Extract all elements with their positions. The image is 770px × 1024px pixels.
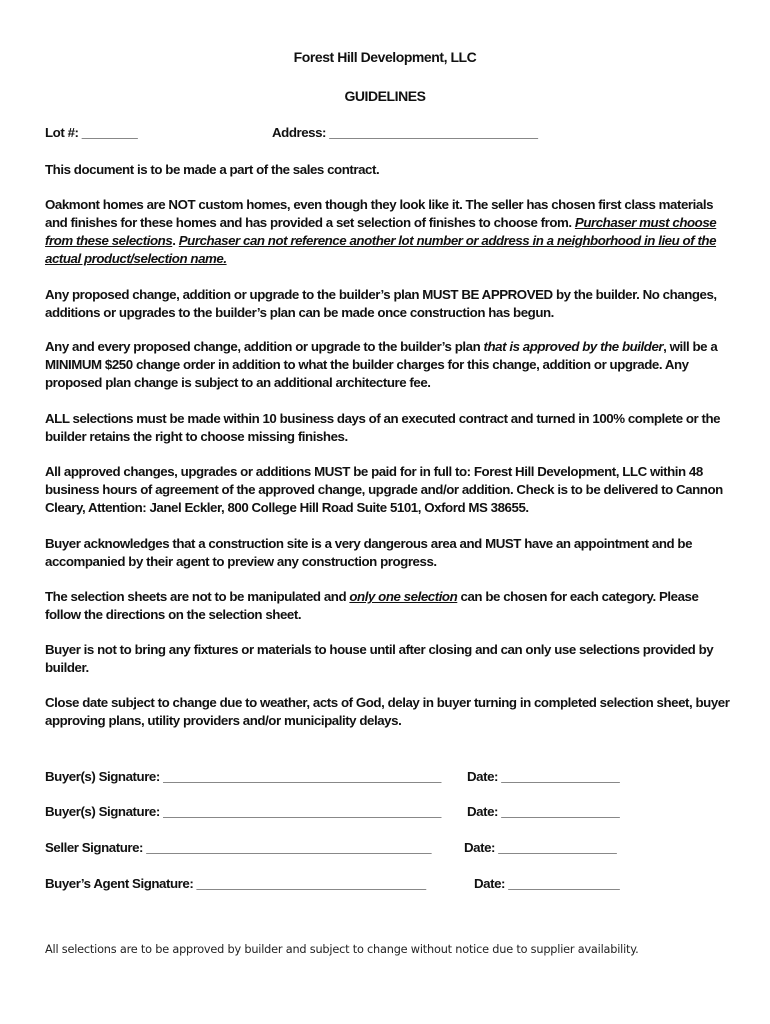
paragraph-approval-required: Any proposed change, addition or upgrade to the builder’s plan MUST BE APPROVED by the builder. No changes, additions or upgrades to the builder’s plan can be made once construction has begun. <box>45 287 717 320</box>
seller-signature-line: Seller Signature: _________________________________________ <box>45 840 432 855</box>
buyer-signature-line-1: Buyer(s) Signature: ________________________________________ <box>45 769 441 784</box>
buyer-date-line-2: Date: _________________ <box>467 804 620 819</box>
paragraph-change-order-text: Any and every proposed change, addition or upgrade to the builder’s plan <box>45 339 484 354</box>
company-name: Forest Hill Development, LLC <box>293 49 477 65</box>
lot-number-field: Lot #: ________ <box>45 125 138 140</box>
paragraph-payment: All approved changes, upgrades or additions MUST be paid for in full to: Forest Hill Development, LLC within 48 business hours of agreement of the approved change, upgrade and/or addition. Check is to be delivered to Cannon Cleary, Attention: Janel Eckler, 800 College Hill Road Suite 5101, Oxford MS 38655. <box>45 464 723 515</box>
paragraph-custom-homes-separator: . <box>172 233 179 248</box>
address-field: Address: ______________________________ <box>272 125 538 140</box>
paragraph-selection-sheets <box>45 588 735 624</box>
only-one-selection-emphasis: only one selection <box>349 589 458 604</box>
approved-by-builder-emphasis: that is approved by the builder <box>483 339 664 354</box>
purchaser-cannot-reference-emphasis: Purchaser can not reference another lot number or address in a neighborhood in lieu of the actual product/selection name. <box>45 233 717 266</box>
paragraph-close-date: Close date subject to change due to weather, acts of God, delay in buyer turning in completed selection sheet, buyer approving plans, utility providers and/or municipality delays. <box>45 695 730 728</box>
paragraph-sales-contract: This document is to be made a part of the sales contract. <box>45 162 380 177</box>
paragraph-custom-homes-text: Oakmont homes are NOT custom homes, even though they look like it. The seller has chosen first class materials and finishes for these homes and has provided a set selection of finishes to choose from. <box>45 197 714 230</box>
paragraph-change-order <box>45 338 735 392</box>
paragraph-change-order-rest: , will be a MINIMUM $250 change order in addition to what the builder charges for this change, addition or upgrade. Any proposed plan change is subject to an additional architecture fee. <box>45 339 718 390</box>
footer-note: All selections are to be approved by builder and subject to change without notice due to supplier availability. <box>45 943 639 956</box>
seller-date-line: Date: _________________ <box>464 840 617 855</box>
paragraph-fixtures: Buyer is not to bring any fixtures or materials to house until after closing and can only use selections provided by builder. <box>45 642 714 675</box>
paragraph-selection-sheets-rest: can be chosen for each category. Please follow the directions on the selection sheet. <box>45 589 699 622</box>
buyer-signature-line-2: Buyer(s) Signature: ________________________________________ <box>45 804 441 819</box>
agent-date-line: Date: ________________ <box>474 876 620 891</box>
paragraph-selection-deadline: ALL selections must be made within 10 business days of an executed contract and turned in 100% complete or the builder retains the right to choose missing finishes. <box>45 411 721 444</box>
paragraph-custom-homes <box>45 196 735 268</box>
agent-signature-line: Buyer’s Agent Signature: _________________________________ <box>45 876 426 891</box>
buyer-date-line-1: Date: _________________ <box>467 769 620 784</box>
paragraph-construction-site: Buyer acknowledges that a construction site is a very dangerous area and MUST have an appointment and be accompanied by their agent to preview any construction progress. <box>45 536 693 569</box>
purchaser-must-choose-emphasis: Purchaser must choose from these selections <box>45 215 717 248</box>
paragraph-selection-sheets-text: The selection sheets are not to be manipulated and <box>45 589 350 604</box>
document-title: GUIDELINES <box>344 88 426 104</box>
